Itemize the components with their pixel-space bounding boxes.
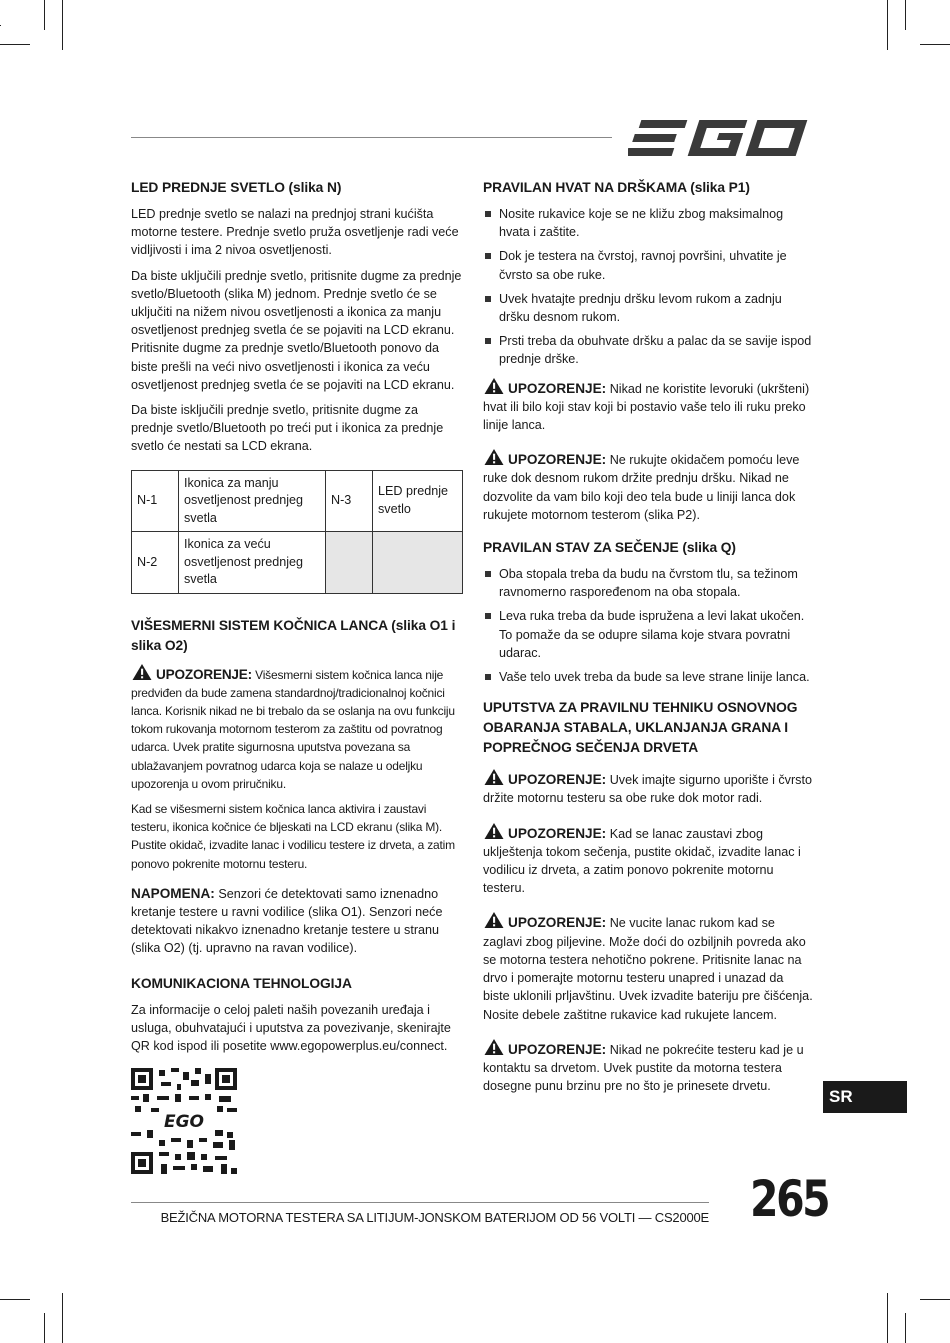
grip-warning-1 bbox=[483, 377, 813, 435]
led-paragraph-3: Da biste isključili prednje svetlo, pritisnite dugme za prednje svetlo/Bluetooth po treći put i ikonica za prednje svetlo će nestati sa LCD ekrana. bbox=[131, 403, 444, 454]
legend-desc: Ikonica za manju osvetljenost prednjeg svetla bbox=[179, 470, 326, 532]
warning-triangle-icon bbox=[483, 822, 505, 840]
footer-rule bbox=[131, 1202, 709, 1203]
warning-label: UPOZORENJE: bbox=[508, 772, 607, 788]
language-tab: SR bbox=[823, 1081, 907, 1113]
legend-desc: LED prednje svetlo bbox=[373, 470, 463, 532]
brake-paragraph: Kad se višesmerni sistem kočnica lanca aktivira i zaustavi testeru, ikonica kočnice će bljeskati na LCD ekranu (slika M). Pustite okidač, izvadite lanac i vodilicu testere iz drveta, a zatim ponovo pokrenite motornu testeru. bbox=[131, 802, 455, 871]
qr-code bbox=[131, 1068, 237, 1174]
table-row bbox=[132, 532, 463, 594]
warning-text: Ne rukujte okidačem pomoću leve ruke dok desnom rukom držite prednju dršku. Nikad ne dozvolite da vam bilo koji deo tela bude u liniji lanca dok rukujete motornom testerom (slika P2). bbox=[483, 453, 800, 522]
crop-mark bbox=[44, 1313, 45, 1343]
comm-heading: KOMUNIKACIONA TEHNOLOGIJA bbox=[131, 975, 352, 991]
crop-mark bbox=[0, 44, 30, 45]
warning-label: UPOZORENJE: bbox=[508, 380, 607, 396]
legend-code: N-1 bbox=[132, 470, 179, 532]
crop-mark bbox=[905, 1313, 906, 1343]
warning-text: Višesmerni sistem kočnica lanca nije predviđen da bude zamena standardnoj/tradicionalnoj kočnici lanca. Korisnik nikad ne bi trebalo da se oslanja na ovu funkciju tokom rukovanja motornom testerom za zaštitu od povratnog udarca. Uvek pratite sigurnosna uputstva povezana sa ublažavanjem povratnog udarca koja se nalaze u odeljku upozorenja u ovom priručniku. bbox=[131, 667, 455, 791]
crop-mark bbox=[887, 1293, 888, 1343]
list-item: Oba stopala treba da budu na čvrstom tlu, sa težinom ravnomerno raspoređenom na oba stopala. bbox=[483, 565, 813, 601]
note-label: NAPOMENA: bbox=[131, 885, 215, 901]
list-item: Leva ruka treba da bude ispružena a levi lakat ukočen. To pomaže da se odupre silama koje stvara povratni udarac. bbox=[483, 607, 813, 662]
warning-triangle-icon bbox=[483, 448, 505, 466]
warning-label: UPOZORENJE: bbox=[508, 915, 607, 931]
list-item: Dok je testera na čvrstoj, ravnoj površini, uhvatite je čvrsto sa obe ruke. bbox=[483, 247, 813, 283]
technique-warning-3 bbox=[483, 911, 813, 1023]
legend-empty-cell bbox=[373, 532, 463, 594]
list-item: Vaše telo uvek treba da bude sa leve strane linije lanca. bbox=[483, 668, 813, 686]
warning-text: Ne vucite lanac rukom kad se zaglavi zbog piljevine. Može doći do ozbiljnih povreda ako se motorna testera nehotično pokrene. Pritisnite lanac na drvo i pomerajte motornu testeru unapred i unazad da biste uklonili prljavštinu. Uvek izvadite bateriju pre čišćenja. Nosite debele zaštitne rukavice kad rukujete lancem. bbox=[483, 916, 813, 1022]
led-paragraph-1: LED prednje svetlo se nalazi na prednjoj strani kućišta motorne testere. Prednje svetlo pruža osvetljenje radi veće vidljivosti i ima 2 nivoa osvetljenosti. bbox=[131, 207, 459, 258]
crop-mark bbox=[0, 1299, 30, 1300]
warning-triangle-icon bbox=[483, 377, 505, 395]
warning-label: UPOZORENJE: bbox=[156, 666, 252, 682]
page-number: 265 bbox=[750, 1170, 829, 1228]
note-text: Senzori će detektovati samo iznenadno kretanje testere u ravni vodilice (slika O1). Senzori neće detektovati nikakvo iznenadno kretanje testere u stranu (slika O2) (tj. upravno na ravan vodilice). bbox=[131, 886, 443, 956]
warning-text: Nikad ne koristite levoruki (ukršteni) hvat ili bilo koji stav koji bi postavio vaše telo ili ruku preko linije lanca. bbox=[483, 381, 810, 433]
legend-desc: Ikonica za veću osvetljenost prednjeg svetla bbox=[179, 532, 326, 594]
technique-warning-1 bbox=[483, 768, 813, 807]
footer-title: BEŽIČNA MOTORNA TESTERA SA LITIJUM-JONSKOM BATERIJOM OD 56 VOLTI — CS2000E bbox=[160, 1210, 709, 1225]
ego-logo bbox=[628, 118, 812, 158]
grip-list bbox=[483, 205, 813, 369]
technique-heading: UPUTSTVA ZA PRAVILNU TEHNIKU OSNOVNOG OBARANJA STABALA, UKLANJANJA GRANA I POPREČNOG SEČENJA DRVETA bbox=[483, 700, 798, 756]
crop-mark bbox=[905, 0, 906, 30]
grip-warning-2 bbox=[483, 448, 813, 524]
warning-label: UPOZORENJE: bbox=[508, 1041, 607, 1057]
warning-triangle-icon bbox=[131, 663, 153, 681]
legend-code: N-3 bbox=[326, 470, 373, 532]
warning-text: Kad se lanac zaustavi zbog uklještenja tokom sečenja, pustite okidač, izvadite lanac i vodilicu iz drveta, a zatim ponovo pokrenite motornu testeru. bbox=[483, 826, 801, 896]
led-heading: LED PREDNJE SVETLO (slika N) bbox=[131, 180, 342, 195]
qr-logo-text: EGO bbox=[163, 1112, 205, 1133]
comm-paragraph: Za informacije o celoj paleti naših povezanih uređaja i usluga, obuhvatajući i uputstva za povezivanje, skenirajte QR kod ispod ili posetite www.egopowerplus.eu/connect. bbox=[131, 1002, 451, 1054]
left-column bbox=[131, 178, 463, 1180]
list-item: Prsti treba da obuhvate dršku a palac da se savije ispod prednje drške. bbox=[483, 332, 813, 368]
crop-mark bbox=[920, 44, 950, 45]
legend-code: N-2 bbox=[132, 532, 179, 594]
warning-label: UPOZORENJE: bbox=[508, 825, 607, 841]
warning-text: Uvek imajte sigurno uporište i čvrsto držite motornu testeru sa obe ruke dok motor radi. bbox=[483, 773, 812, 806]
technique-warning-2 bbox=[483, 822, 813, 898]
legend-empty-cell bbox=[326, 532, 373, 594]
warning-triangle-icon bbox=[483, 1038, 505, 1056]
crop-mark bbox=[62, 0, 63, 50]
right-column bbox=[483, 178, 813, 1102]
warning-label: UPOZORENJE: bbox=[508, 452, 607, 468]
crop-mark bbox=[62, 1293, 63, 1343]
crop-mark bbox=[44, 0, 45, 30]
grip-heading: PRAVILAN HVAT NA DRŠKAMA (slika P1) bbox=[483, 180, 750, 195]
brake-warning bbox=[131, 663, 463, 793]
stance-heading: PRAVILAN STAV ZA SEČENJE (slika Q) bbox=[483, 540, 736, 556]
led-legend-table bbox=[131, 470, 463, 594]
brake-heading: VIŠESMERNI SISTEM KOČNICA LANCA (slika O1 i slika O2) bbox=[131, 617, 456, 653]
led-paragraph-2: Da biste uključili prednje svetlo, pritisnite dugme za prednje svetlo/Bluetooth (slika M) jednom. Prednje svetlo će se uključiti na nižem nivou osvetljenosti a ikonica za manju osvetljenost prednjeg svetla će se pojaviti na LCD ekranu. Pritisnite dugme za prednje svetlo/Bluetooth ponovo da biste prešli na veći nivo osvetljenosti i ikonica za veću osvetljenost prednjeg svetla će se pojaviti na LCD ekranu. bbox=[131, 268, 462, 392]
crop-mark bbox=[887, 0, 888, 50]
note-paragraph bbox=[131, 885, 463, 958]
list-item: Nosite rukavice koje se ne kližu zbog maksimalnog hvata i zaštite. bbox=[483, 205, 813, 241]
crop-mark bbox=[920, 1299, 950, 1300]
warning-triangle-icon bbox=[483, 911, 505, 929]
header-rule bbox=[131, 137, 612, 138]
technique-warning-4 bbox=[483, 1038, 813, 1096]
table-row bbox=[132, 470, 463, 532]
stance-list bbox=[483, 565, 813, 686]
warning-triangle-icon bbox=[483, 768, 505, 786]
warning-text: Nikad ne pokrećite testeru kad je u kontaktu sa drvetom. Uvek pustite da motorna testera dosegne punu brzinu pre no što je prinesete drvetu. bbox=[483, 1042, 804, 1094]
list-item: Uvek hvatajte prednju dršku levom rukom a zadnju dršku desnom rukom. bbox=[483, 290, 813, 326]
crop-mark bbox=[0, 25, 1, 26]
